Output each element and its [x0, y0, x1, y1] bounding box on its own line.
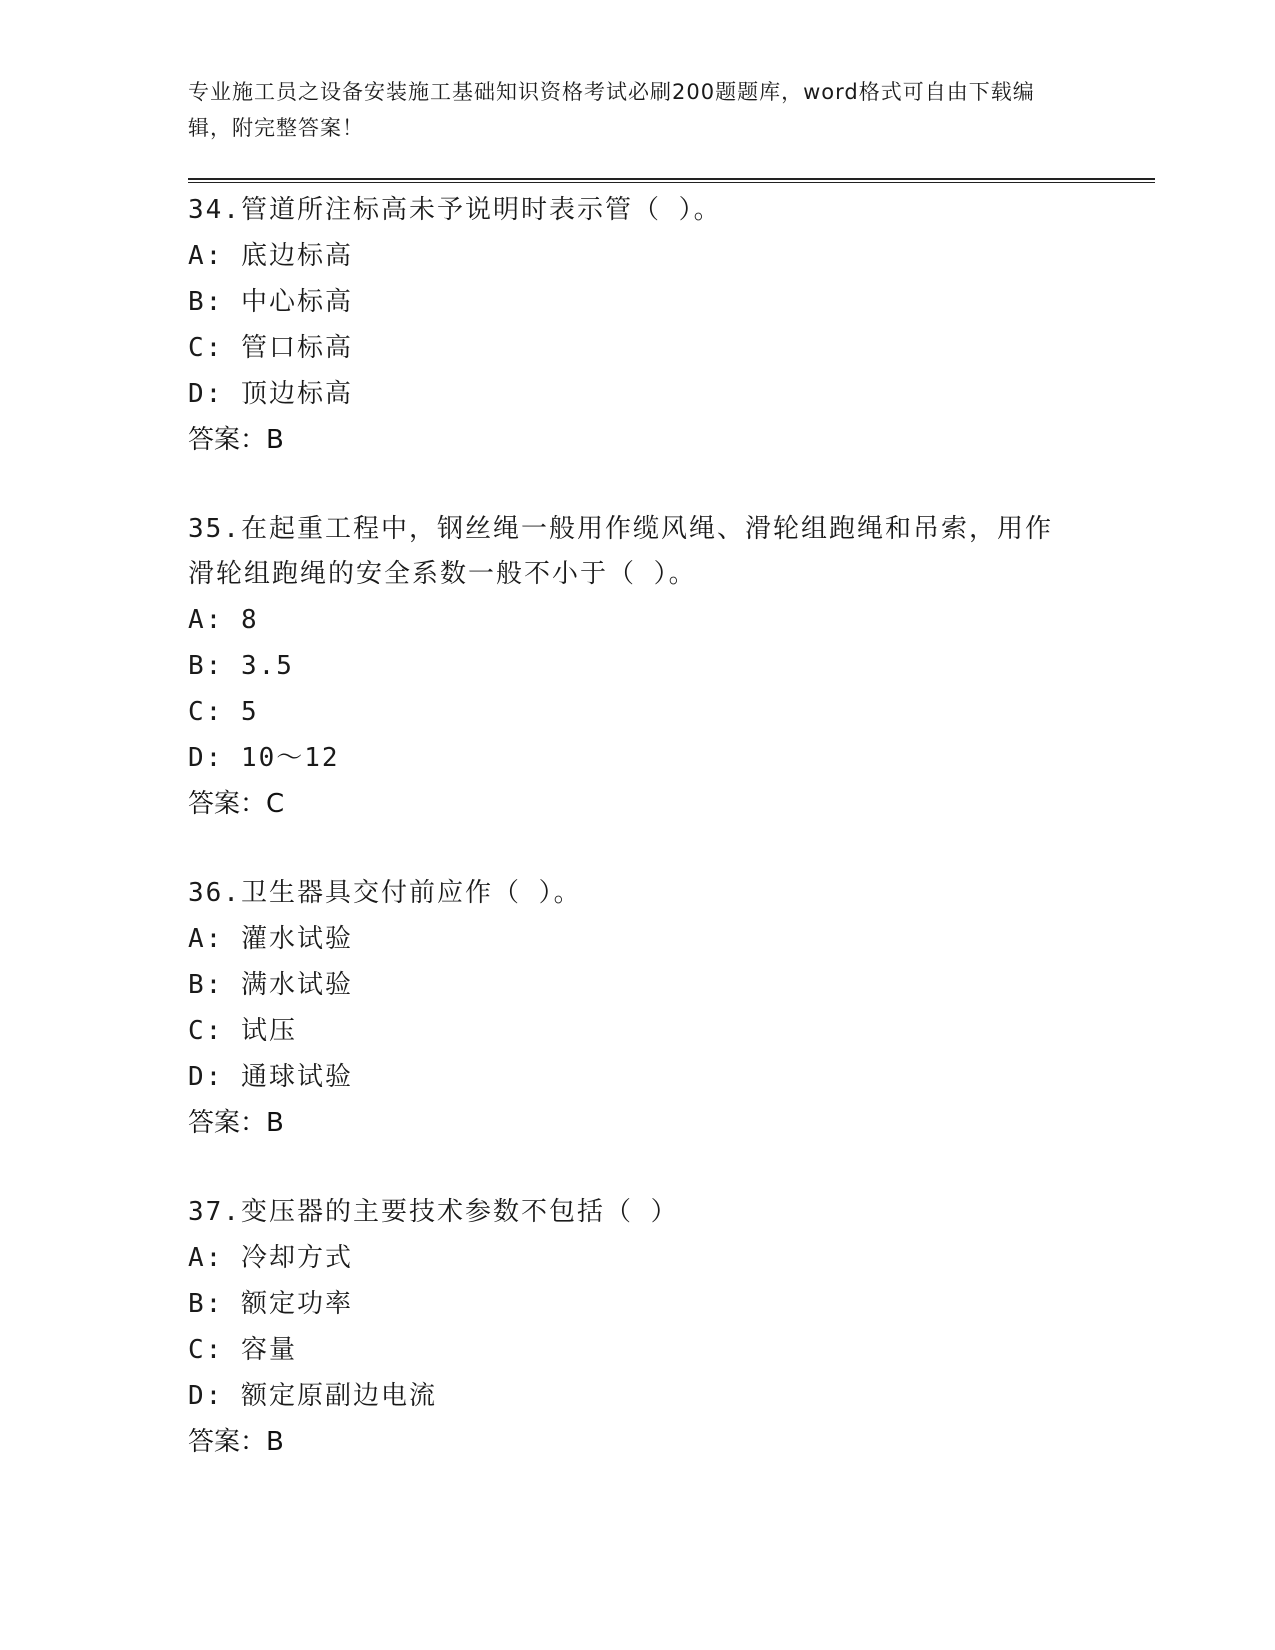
- answer: 答案：B: [188, 425, 284, 455]
- question-stem: 37.变压器的主要技术参数不包括（ ）: [188, 1197, 679, 1227]
- option-d: D: 10～12: [188, 743, 340, 773]
- option-c: C: 容量: [188, 1335, 297, 1365]
- option-a: A: 底边标高: [188, 241, 353, 271]
- option-b: B: 3.5: [188, 651, 294, 681]
- question-stem: 36.卫生器具交付前应作（ ）。: [188, 878, 582, 908]
- option-c: C: 试压: [188, 1016, 297, 1046]
- option-d: D: 通球试验: [188, 1062, 353, 1092]
- option-a: A: 冷却方式: [188, 1243, 353, 1273]
- option-a: A: 8: [188, 605, 259, 635]
- answer: 答案：B: [188, 1108, 284, 1138]
- question-37: [188, 1190, 1088, 1465]
- question-34: [188, 188, 1088, 463]
- question-stem: 35.在起重工程中，钢丝绳一般用作缆风绳、滑轮组跑绳和吊索，用作滑轮组跑绳的安全系数一般不小于（ ）。: [188, 514, 1053, 589]
- option-b: B: 额定功率: [188, 1289, 353, 1319]
- option-b: B: 满水试验: [188, 970, 353, 1000]
- header-divider: [188, 178, 1155, 183]
- question-36: [188, 871, 1088, 1146]
- question-list: [188, 188, 1088, 1509]
- question-35: [188, 507, 1088, 827]
- question-stem: 34.管道所注标高未予说明时表示管（ ）。: [188, 195, 722, 225]
- answer: 答案：C: [188, 789, 285, 819]
- document-header: 专业施工员之设备安装施工基础知识资格考试必刷200题题库，word格式可自由下载编辑，附完整答案！: [188, 80, 1035, 140]
- option-b: B: 中心标高: [188, 287, 353, 317]
- option-c: C: 5: [188, 697, 259, 727]
- answer: 答案：B: [188, 1427, 284, 1457]
- option-d: D: 额定原副边电流: [188, 1381, 437, 1411]
- option-d: D: 顶边标高: [188, 379, 353, 409]
- option-c: C: 管口标高: [188, 333, 353, 363]
- option-a: A: 灌水试验: [188, 924, 353, 954]
